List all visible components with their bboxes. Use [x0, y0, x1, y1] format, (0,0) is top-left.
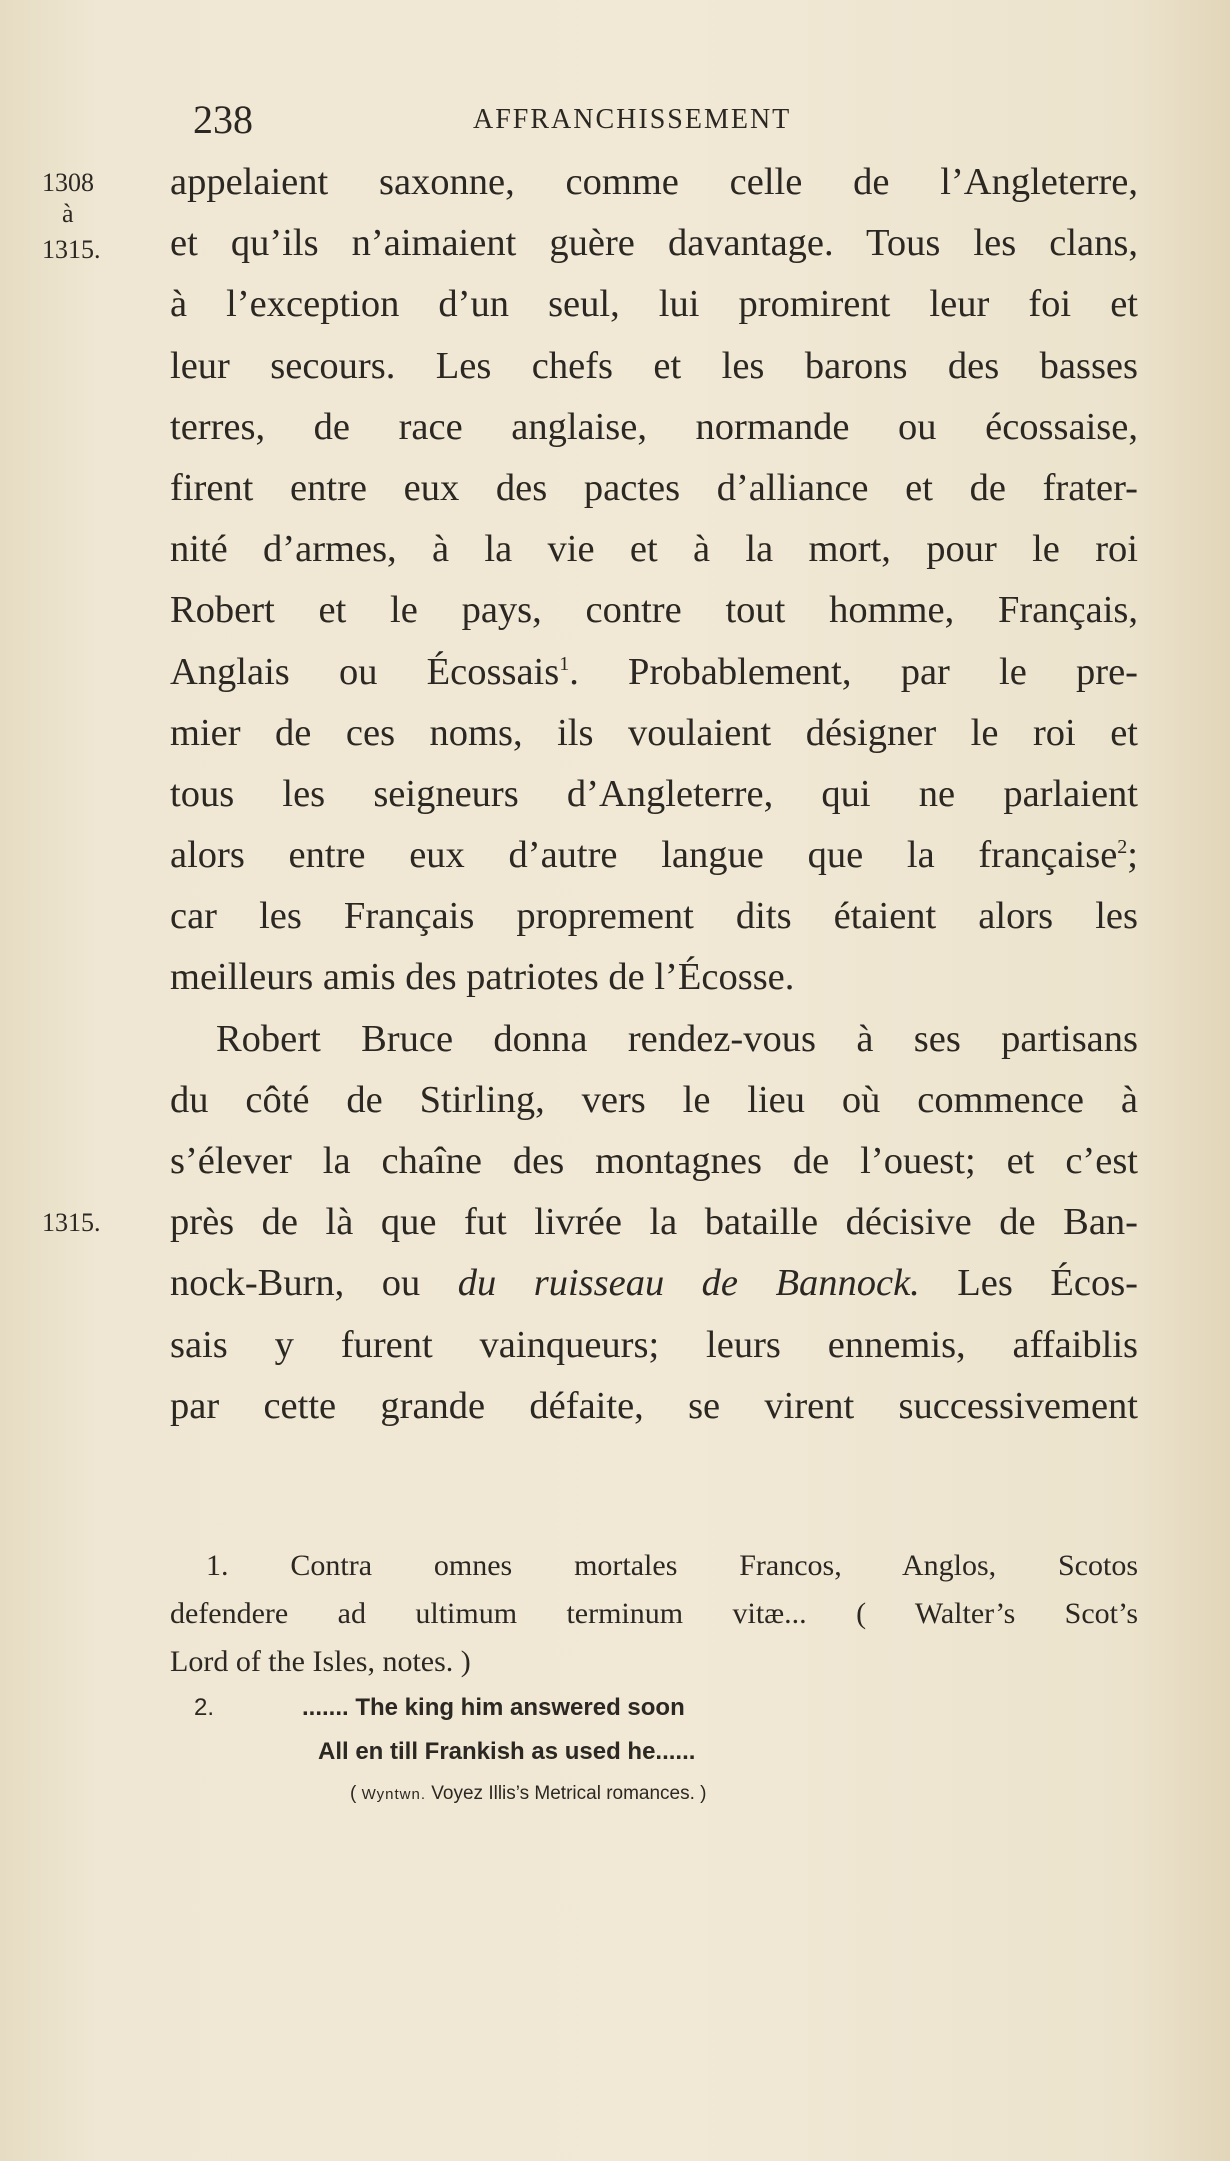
text-line [170, 764, 1138, 825]
line-text: Robert et le pays, contre tout homme, Français, [170, 589, 1138, 632]
verse-line: ....... The king him answered soon [302, 1694, 685, 1721]
text-line [42, 152, 1138, 213]
body-text [42, 152, 1139, 1437]
margin-date: 1308 [42, 168, 94, 197]
footnote-2-number: 2. [194, 1694, 215, 1721]
line-text: du côté de Stirling, vers le lieu où commence à [170, 1078, 1138, 1121]
text-line [170, 1070, 1138, 1131]
text-line [170, 336, 1138, 397]
line-text: nité d’armes, à la vie et à la mort, pour le roi [170, 528, 1138, 571]
line-text: car les Français proprement dits étaient alors les [170, 895, 1138, 938]
line-text: firent entre eux des pactes d’alliance et de frater- [170, 466, 1138, 509]
line-text: nock-Burn, ou [170, 1262, 421, 1305]
text-line [170, 1315, 1138, 1376]
footnote-2-source [170, 1774, 1138, 1814]
margin-date: 1315. [42, 235, 101, 265]
line-text: leur secours. Les chefs et les barons des basses [170, 344, 1138, 387]
line-text: et qu’ils n’aimaient guère davantage. Tous les clans, [170, 222, 1138, 265]
verse-line: All en till Frankish as used he...... [318, 1738, 696, 1765]
line-text: Robert Bruce donna rendez-vous à ses partisans [216, 1017, 1138, 1060]
line-text: Les Écos- [919, 1262, 1139, 1305]
text-line [170, 1131, 1138, 1192]
footnote-2-verse [170, 1686, 1138, 1730]
line-text: meilleurs amis des patriotes de l’Écosse. [170, 956, 795, 999]
text-line [170, 825, 1138, 886]
footnote-1-line: defendere ad ultimum terminum vitæ... ( Walter’s Scot’s [170, 1597, 1138, 1630]
italic-phrase: du ruisseau de Bannock. [457, 1262, 920, 1305]
line-text: par cette grande défaite, se virent successivement [170, 1384, 1138, 1427]
text-line [170, 947, 1138, 1008]
text-line [170, 642, 1138, 703]
margin-date-a: à [62, 199, 74, 229]
footnote-1-line: Lord of the Isles, notes. ) [170, 1645, 471, 1678]
running-head: AFFRANCHISSEMENT [473, 104, 792, 135]
text-line [170, 886, 1138, 947]
text-line [170, 1253, 1138, 1314]
line-text: près de là que fut livrée la bataille décisive de Ban- [170, 1201, 1138, 1244]
line-text: alors entre eux d’autre langue que la française [170, 834, 1118, 877]
text-line [170, 519, 1138, 580]
text-line [42, 199, 1138, 274]
source-text: Voyez Illis’s Metrical romances. ) [426, 1783, 707, 1804]
text-line [170, 703, 1138, 764]
line-text: tous les seigneurs d’Angleterre, qui ne parlaient [170, 772, 1138, 815]
margin-date: 1315. [42, 1208, 101, 1238]
footnote-call-1: 1 [559, 652, 570, 675]
text-line [42, 1192, 1138, 1253]
text-line [170, 274, 1138, 335]
source-author: Wyntwn. [361, 1786, 426, 1803]
line-text: Anglais ou Écossais [170, 650, 560, 693]
text-line [170, 1009, 1138, 1070]
line-text: appelaient saxonne, comme celle de l’Angleterre, [170, 161, 1138, 203]
page-header [193, 96, 1053, 146]
text-line [170, 580, 1138, 641]
text-line [170, 458, 1138, 519]
text-line [170, 397, 1138, 458]
line-text: s’élever la chaîne des montagnes de l’ouest; et c’est [170, 1140, 1138, 1182]
line-text: ; [1127, 834, 1138, 877]
line-text: . Probablement, par le pre- [569, 650, 1138, 693]
footnote-1-line: 1. Contra omnes mortales Francos, Anglos, Scotos [206, 1549, 1138, 1582]
footnote-call-2: 2 [1117, 836, 1128, 859]
text-line [170, 1376, 1138, 1437]
line-text: sais y furent vainqueurs; leurs ennemis, affaiblis [170, 1323, 1138, 1366]
line-text: mier de ces noms, ils voulaient désigner le roi et [170, 711, 1138, 754]
line-text: à l’exception d’un seul, lui promirent leur foi et [170, 283, 1138, 326]
footnotes [170, 1542, 1138, 1814]
line-text: terres, de race anglaise, normande ou écossaise, [170, 405, 1138, 448]
page-number: 238 [193, 97, 253, 142]
source-paren: ( [350, 1783, 362, 1804]
